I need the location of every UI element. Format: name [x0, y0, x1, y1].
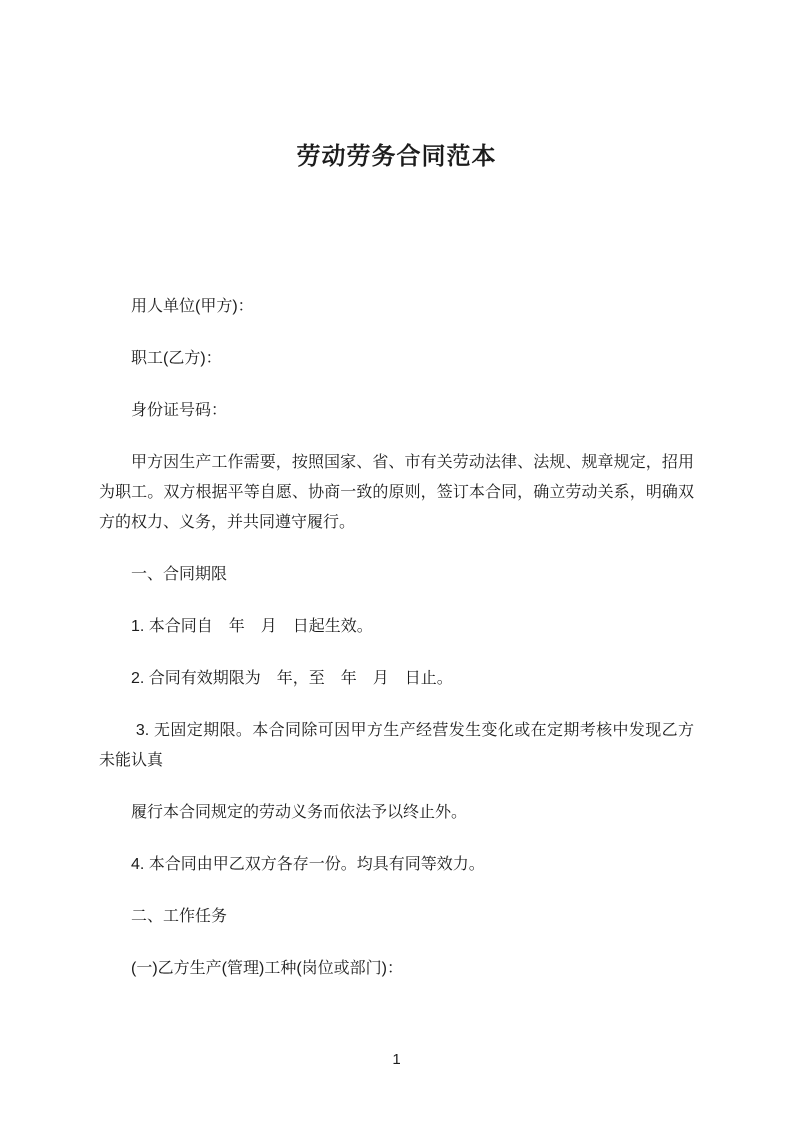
document-title: 劳动劳务合同范本 — [296, 143, 497, 170]
party-b-line: 职工(乙方)： — [131, 350, 222, 367]
clause-1-2: 2. 合同有效期限为 年，至 年 月 日止。 — [131, 670, 453, 687]
clause-1-3-continuation: 履行本合同规定的劳动义务而依法予以终止外。 — [131, 804, 468, 821]
intro-paragraph: 甲方因生产工作需要，按照国家、省、市有关劳动法律、法规、规章规定，招用为职工。双方根据平等自愿、协商一致的原则，签订本合同，确立劳动关系，明确双方的权力、义务，并共同遵守履行。 — [99, 454, 694, 531]
id-number-line: 身份证号码： — [131, 402, 228, 419]
clause-1-3: 3. 无固定期限。本合同除可因甲方生产经营发生变化或在定期考核中发现乙方未能认真 — [99, 722, 694, 769]
party-a-line: 用人单位(甲方)： — [131, 298, 254, 315]
clause-1-4: 4. 本合同由甲乙双方各存一份。均具有同等效力。 — [131, 856, 485, 873]
clause-2-1: (一)乙方生产(管理)工种(岗位或部门)： — [131, 960, 403, 977]
section-2-heading: 二、工作任务 — [131, 908, 228, 925]
section-1-heading: 一、合同期限 — [131, 566, 228, 583]
clause-1-1: 1. 本合同自 年 月 日起生效。 — [131, 618, 373, 635]
page-number: 1 — [392, 1051, 401, 1068]
